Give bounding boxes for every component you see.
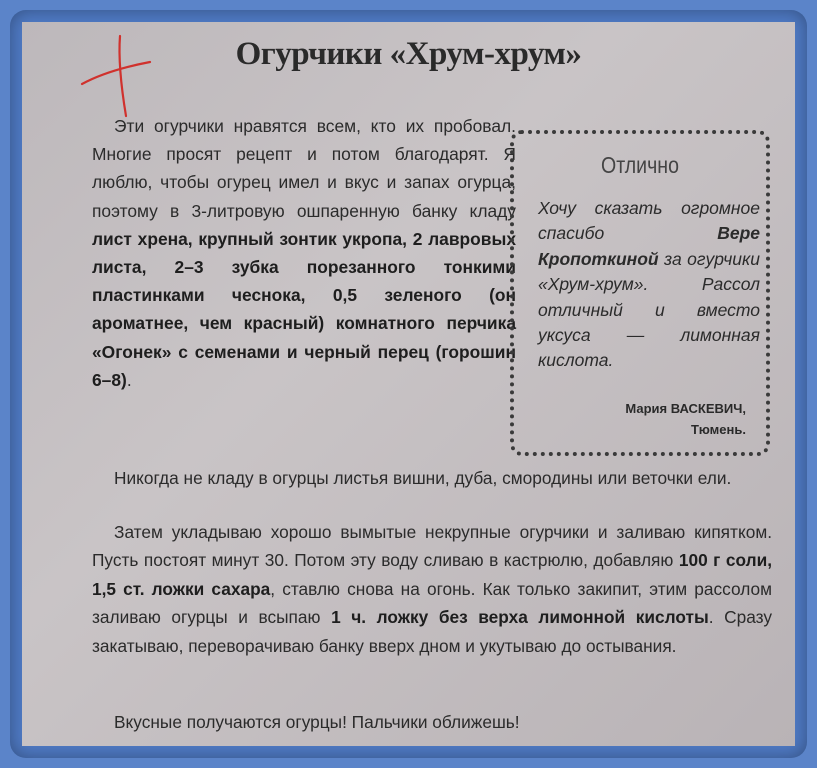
article-title: Огурчики «Хрум-хрум» [235,36,582,72]
salt-sugar-amount: 100 г соли, 1,5 ст. ложки сахара [92,550,772,599]
newspaper-clipping [22,22,795,746]
paragraph-2-text: Никогда не кладу в огурцы листья вишни, дуба, смородины или веточки ели. [114,468,732,488]
review-author: Мария ВАСКЕВИЧ, [625,401,746,416]
intro-paragraph [92,112,516,394]
review-signature [625,398,746,440]
paragraph-4 [92,708,772,736]
paragraph-3-text-c: . Сразу закатываю, переворачиваю банку вверх дном и укутываю до остывания. [92,607,772,656]
intro-end: . [126,369,132,390]
review-text-end: за огурчики «Хрум-хрум». Рассол отличный и вместо уксуса — лимонная кислота. [538,248,760,371]
review-text-start: Хочу сказать огромное спасибо [538,198,760,244]
intro-ingredients: лист хрена, крупный зонтик укропа, 2 лавровых листа, 2–3 зубка порезанного тонкими пластинками чеснока, 0,5 зеленого (он ароматнее, чем красный) комнатного перчика «Огонек» с семенами и черный перец (горошин 6–8) [92,228,516,390]
paragraph-4-text: Вкусные получаются огурцы! Пальчики оближешь! [114,712,520,732]
review-text [538,196,760,374]
review-box [510,130,770,456]
paragraph-3-text-a: Затем укладываю хорошо вымытые некрупные огурчики и заливаю кипятком. Пусть постоят минут 30. Потом эту воду сливаю в кастрюлю, добавляю [92,522,772,571]
intro-text: Эти огурчики нравятся всем, кто их пробовал. Многие просят рецепт и потом благодарят. Я люблю, чтобы огурец имел и вкус и запах огурца, поэтому в 3-литровую ошпаренную банку кладу [92,116,516,221]
paragraph-2 [92,464,772,492]
citric-acid-amount: 1 ч. ложку без верха лимонной кислоты [331,607,709,628]
paragraph-3-text-b: , ставлю снова на огонь. Как только закипит, этим рассолом заливаю огурцы и всыпаю [92,578,772,628]
review-city: Тюмень. [690,422,746,437]
paragraph-3 [92,518,772,660]
review-recipient: Вере Кропоткиной [538,223,760,269]
review-heading: Отлично [601,152,679,178]
